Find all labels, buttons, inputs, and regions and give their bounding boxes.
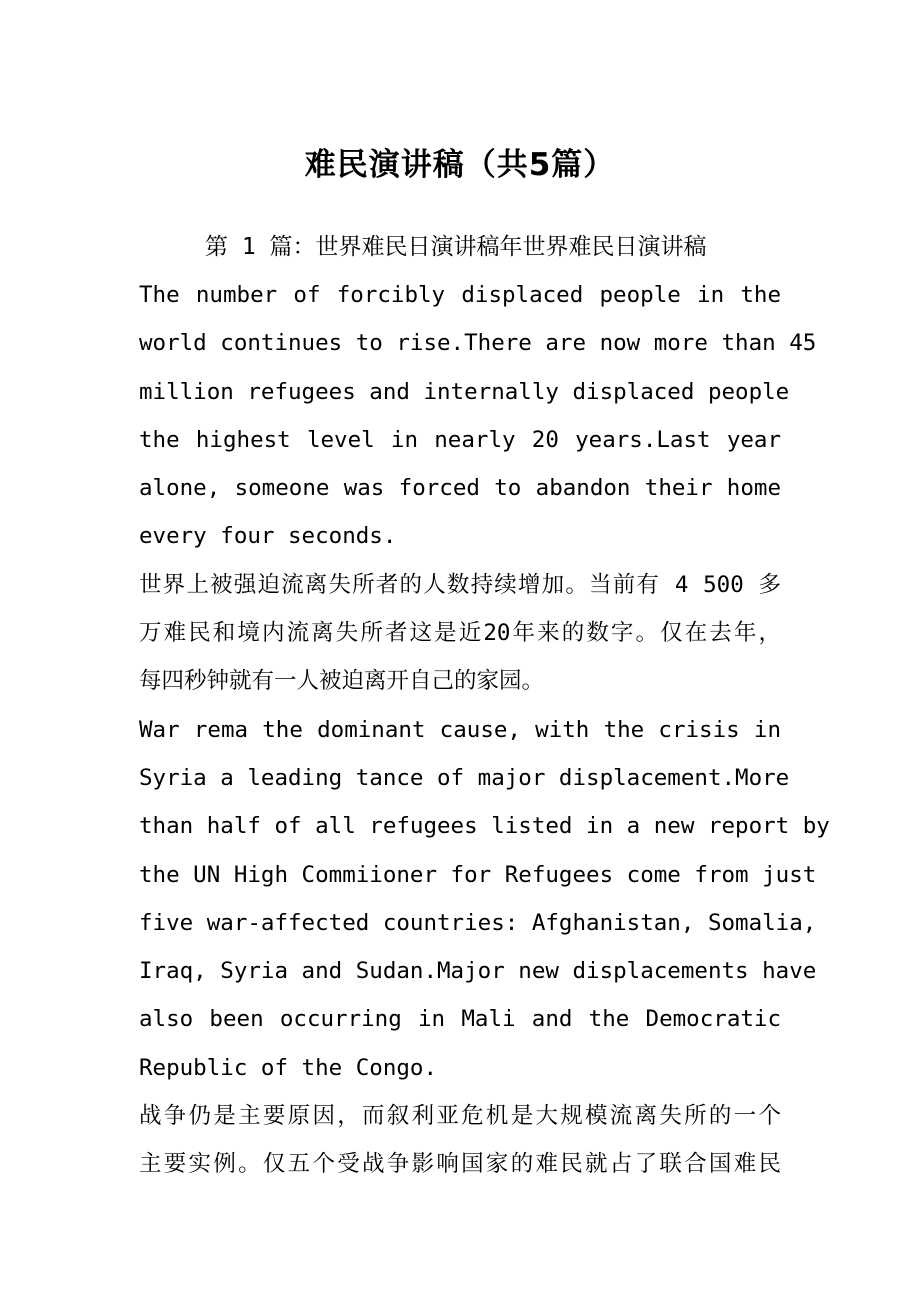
body-line: 万难民和境内流离失所者这是近20年来的数字。仅在去年， <box>139 620 781 647</box>
body-line: 每四秒钟就有一人被迫离开自己的家园。 <box>139 668 545 695</box>
document-title: 难民演讲稿（共5篇） <box>304 147 616 183</box>
body-line: million refugees and internally displaced people <box>139 378 790 405</box>
body-line: War rema the dominant cause, with the crisis in <box>139 716 781 743</box>
body-line: the highest level in nearly 20 years.Last year <box>139 426 781 453</box>
body-line: 主要实例。仅五个受战争影响国家的难民就占了联合国难民 <box>139 1151 781 1178</box>
body-line: alone, someone was forced to abandon their home <box>139 475 781 502</box>
body-line: The number of forcibly displaced people in the <box>139 282 781 308</box>
document-body <box>139 271 830 1189</box>
body-line: world continues to rise.There are now more than 45 <box>139 330 817 357</box>
body-line: Syria a leading tance of major displacement.More <box>139 764 790 791</box>
body-line: every four seconds. <box>139 523 397 550</box>
body-line: the UN High Commiioner for Refugees come from just <box>139 861 817 888</box>
body-line: Iraq, Syria and Sudan.Major new displacements have <box>139 958 817 985</box>
body-line: five war-affected countries: Afghanistan, Somalia, <box>139 909 817 936</box>
body-line: 战争仍是主要原因，而叙利亚危机是大规模流离失所的一个 <box>139 1103 781 1130</box>
body-line: 世界上被强迫流离失所者的人数持续增加。当前有 4 500 多 <box>139 571 781 598</box>
body-line: also been occurring in Mali and the Democratic <box>139 1006 781 1033</box>
body-line: than half of all refugees listed in a new report by <box>139 813 830 840</box>
body-line: Republic of the Congo. <box>139 1054 438 1081</box>
document-subtitle: 第 1 篇：世界难民日演讲稿年世界难民日演讲稿 <box>205 234 707 260</box>
